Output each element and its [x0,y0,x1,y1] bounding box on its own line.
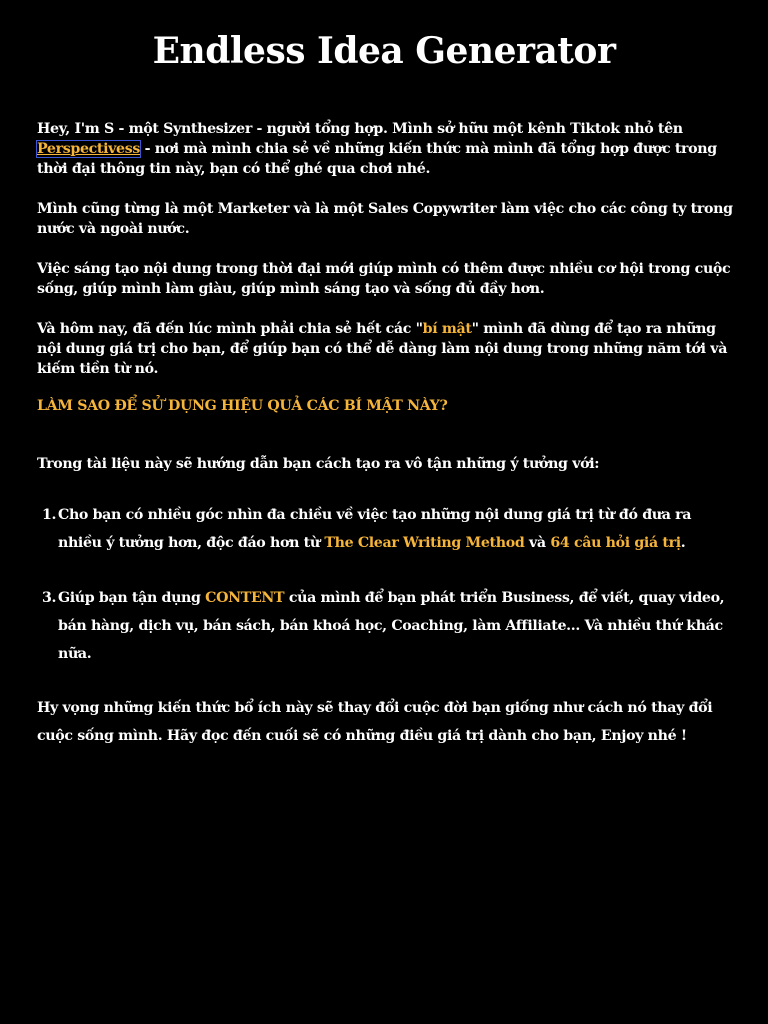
list-intro: Trong tài liệu này sẽ hướng dẫn bạn cách tạo ra vô tận những ý tưởng với: [37,456,600,472]
paragraph-intro-text-before: Hey, I'm S - một Synthesizer - người tổng hợp. Mình sở hữu một kênh Tiktok nhỏ tên [37,121,683,137]
list-item-number: 3. [42,590,57,606]
paragraph-secrets-text-before: Và hôm nay, đã đến lúc mình phải chia sẻ hết các " [37,321,423,337]
paragraph-closing: Hy vọng những kiến thức bổ ích này sẽ thay đổi cuộc đời bạn giống như cách nó thay đổi cuộc sống mình. Hãy đọc đến cuối sẽ có những điều giá trị dành cho bạn, Enjoy nhé ! [37,700,713,744]
paragraph-opportunity: Việc sáng tạo nội dung trong thời đại mới giúp mình có thêm được nhiều cơ hội trong cuộc sống, giúp mình làm giàu, giúp mình sáng tạo và sống đủ đầy hơn. [37,261,731,297]
paragraph-secrets [37,319,739,379]
list-item-text-before: Cho bạn có nhiều góc nhìn đa chiều về việc tạo những nội dung giá trị từ đó đưa ra nhiều ý tưởng hơn, độc đáo hơn từ [58,507,692,551]
section-heading: LÀM SAO ĐỂ SỬ DỤNG HIỆU QUẢ CÁC BÍ MẬT NÀY? [37,398,448,414]
secrets-highlight: bí mật [422,321,472,337]
clear-writing-method-highlight: The Clear Writing Method [324,535,525,551]
list-item-text-after: của mình để bạn phát triển Business, để viết, quay video, bán hàng, dịch vụ, bán sách, bán khoá học, Coaching, làm Affiliate... Và nhiều thứ khác nữa. [58,590,725,662]
paragraph-intro-text-after: - nơi mà mình chia sẻ về những kiến thức mà mình đã tổng hợp được trong thời đại thông tin này, bạn có thể ghé qua chơi nhé. [37,141,717,177]
paragraph-secrets-text-after: " mình đã dùng để tạo ra những nội dung giá trị cho bạn, để giúp bạn có thể dễ dàng làm nội dung trong những năm tới và kiếm tiền từ nó. [37,321,728,377]
list-item-number: 1. [42,507,57,523]
paragraph-background: Mình cũng từng là một Marketer và là một Sales Copywriter làm việc cho các công ty trong nước và ngoài nước. [37,201,733,237]
benefits-list [37,501,739,668]
list-item-text-after: . [680,535,686,551]
content-highlight: CONTENT [205,590,285,606]
paragraph-intro [37,119,739,179]
list-item-text-mid: và [524,535,551,551]
page-title: Endless Idea Generator [152,30,616,72]
list-item [37,584,739,668]
64-questions-highlight: 64 câu hỏi giá trị [550,535,681,551]
list-item [37,501,739,557]
document-body [37,119,739,750]
list-item-text-before: Giúp bạn tận dụng [58,590,206,606]
perspectivess-link[interactable]: Perspectivess [37,141,140,157]
